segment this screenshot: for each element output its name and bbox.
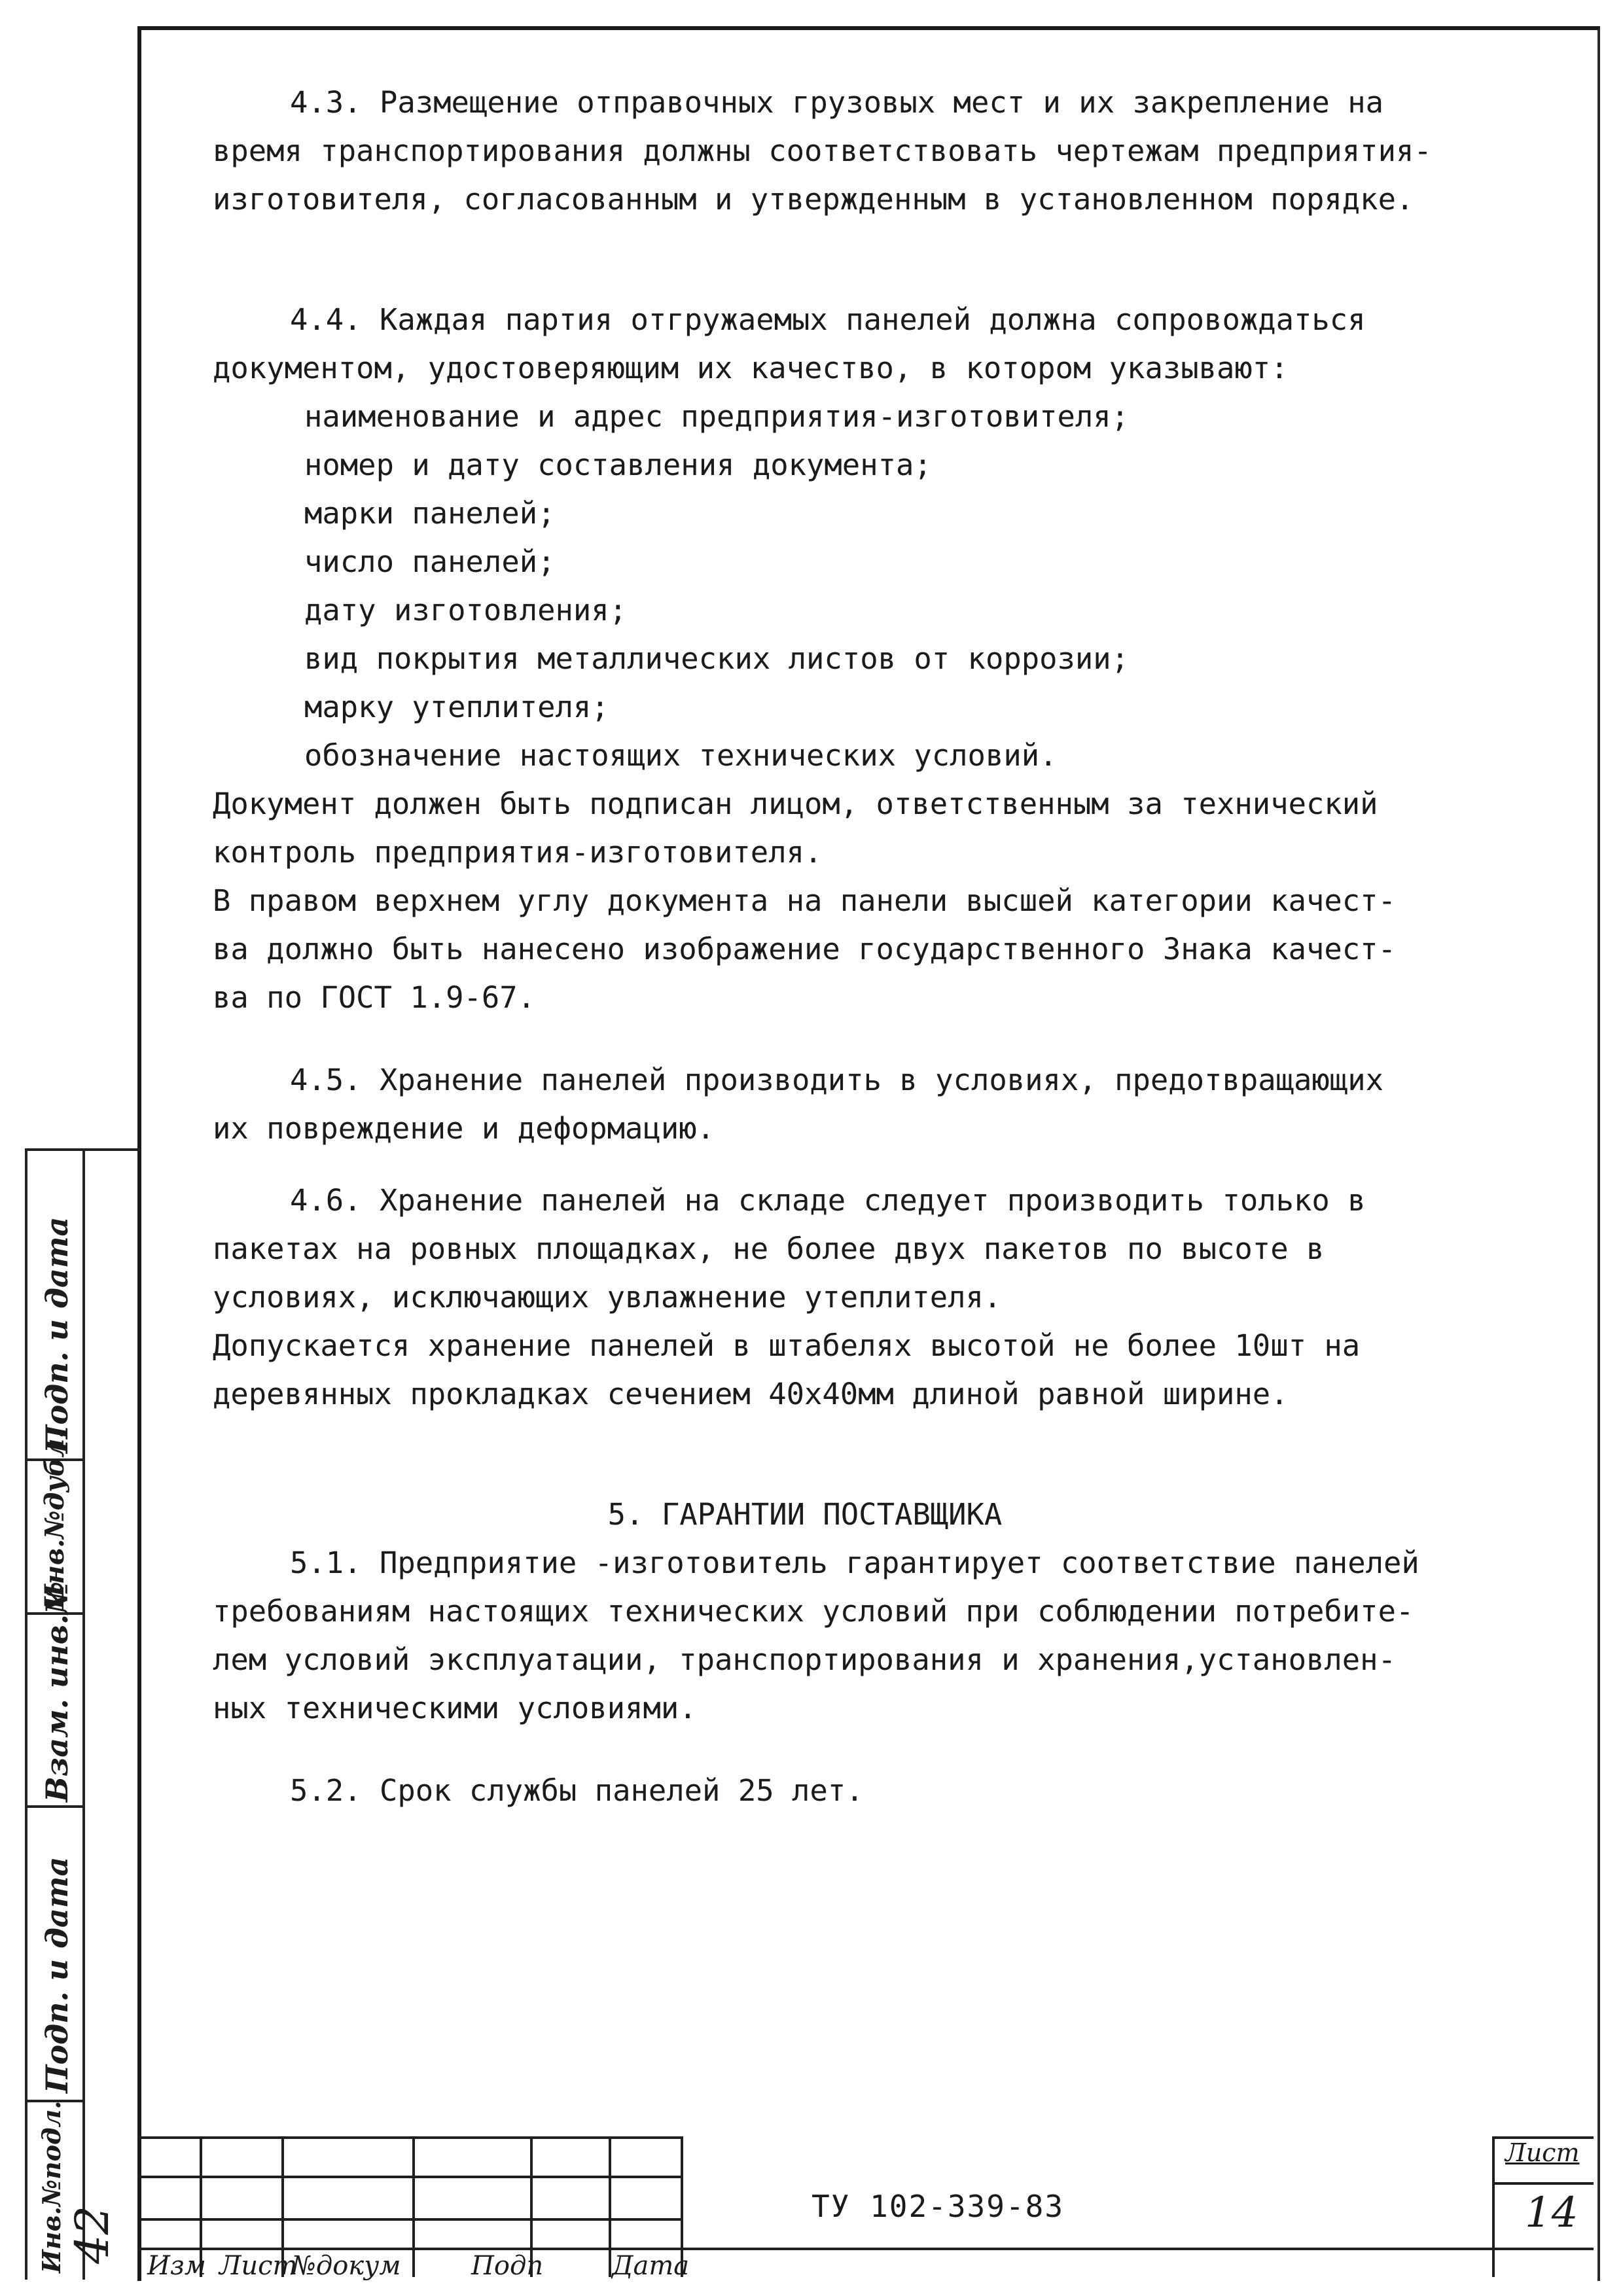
text-line: ных техническими условиями. bbox=[213, 1691, 697, 1725]
header-list: Лист bbox=[219, 2251, 298, 2281]
text-line: 4.5. Хранение панелей производить в условиях, предотвращающих bbox=[290, 1063, 1383, 1097]
text-line: условиях, исключающих увлажнение утеплителя. bbox=[213, 1280, 1002, 1315]
list-item: марки панелей; bbox=[304, 496, 556, 531]
header-podp: Подп bbox=[471, 2251, 544, 2281]
header-izm: Изм bbox=[147, 2251, 206, 2281]
text-line: пакетах на ровных площадках, не более двух пакетов по высоте в bbox=[213, 1231, 1325, 1266]
header-dokum: №докум bbox=[291, 2251, 401, 2281]
text-line: В правом верхнем углу документа на панели высшей категории качест- bbox=[213, 883, 1396, 918]
paragraph-5-1 bbox=[213, 1539, 1580, 1733]
list-item: номер и дату составления документа; bbox=[304, 448, 932, 482]
paragraph-4-4 bbox=[213, 296, 1580, 1022]
paragraph-5-2: 5.2. Срок службы панелей 25 лет. bbox=[290, 1773, 864, 1808]
paragraph-4-3 bbox=[213, 79, 1580, 224]
paragraph-4-6 bbox=[213, 1176, 1580, 1419]
sheet-number: 14 bbox=[1525, 2189, 1578, 2237]
side-label-vzam-inv: Взам. инв.№ bbox=[39, 1581, 75, 1802]
list-item: дату изготовления; bbox=[304, 593, 628, 627]
text-line: их повреждение и деформацию. bbox=[213, 1111, 715, 1146]
document-number: ТУ 102-339-83 bbox=[812, 2189, 1065, 2224]
text-line: деревянных прокладках сечением 40х40мм длиной равной ширине. bbox=[213, 1377, 1289, 1411]
list-item: марку утеплителя; bbox=[304, 690, 609, 724]
side-label-inv-podl: Инв.№подл. bbox=[37, 2100, 66, 2273]
sheet-label: Лист bbox=[1505, 2138, 1580, 2167]
list-item: обозначение настоящих технических условий. bbox=[304, 738, 1058, 773]
document-body bbox=[213, 79, 1580, 1815]
text-line: Документ должен быть подписан лицом, ответственным за технический bbox=[213, 786, 1378, 821]
list-item: число панелей; bbox=[304, 544, 556, 579]
text-line: лем условий эксплуатации, транспортирования и хранения,установлен- bbox=[213, 1642, 1396, 1677]
list-item: вид покрытия металлических листов от коррозии; bbox=[304, 641, 1130, 676]
text-line: 4.4. Каждая партия отгружаемых панелей должна сопровождаться bbox=[290, 302, 1366, 337]
text-line: время транспортирования должны соответствовать чертежам предприятия- bbox=[213, 133, 1432, 168]
list-item: наименование и адрес предприятия-изготовителя; bbox=[304, 399, 1130, 434]
side-label-inv-dubl: Инв.№дубл. bbox=[39, 1429, 70, 1609]
requisites-list bbox=[213, 393, 1580, 780]
text-line: документом, удостоверяющим их качество, в котором указывают: bbox=[213, 351, 1289, 385]
text-line: ва по ГОСТ 1.9-67. bbox=[213, 980, 536, 1015]
text-line: контроль предприятия-изготовителя. bbox=[213, 835, 823, 870]
paragraph-4-5 bbox=[213, 1056, 1580, 1153]
handwritten-number: 42 bbox=[65, 2205, 119, 2264]
text-line: требованиям настоящих технических условий при соблюдении потребите- bbox=[213, 1594, 1414, 1629]
side-label-podp-data-2: Подп. и дата bbox=[39, 1216, 75, 1453]
side-stamp bbox=[25, 1148, 140, 2280]
text-line: 4.6. Хранение панелей на складе следует производить только в bbox=[290, 1183, 1366, 1218]
text-line: Допускается хранение панелей в штабелях высотой не более 10шт на bbox=[213, 1328, 1361, 1363]
text-line: 5.1. Предприятие -изготовитель гарантирует соответствие панелей bbox=[290, 1545, 1419, 1580]
section-title: 5. ГАРАНТИИ ПОСТАВЩИКА bbox=[607, 1497, 1003, 1532]
text-line: изготовителя, согласованным и утвержденным в установленном порядке. bbox=[213, 182, 1414, 217]
header-data: Дата bbox=[612, 2251, 690, 2281]
text-line: ва должно быть нанесено изображение государственного Знака качест- bbox=[213, 932, 1396, 966]
side-label-podp-data-1: Подп. и дата bbox=[39, 1856, 75, 2093]
text-line: 4.3. Размещение отправочных грузовых мест и их закрепление на bbox=[290, 85, 1383, 120]
